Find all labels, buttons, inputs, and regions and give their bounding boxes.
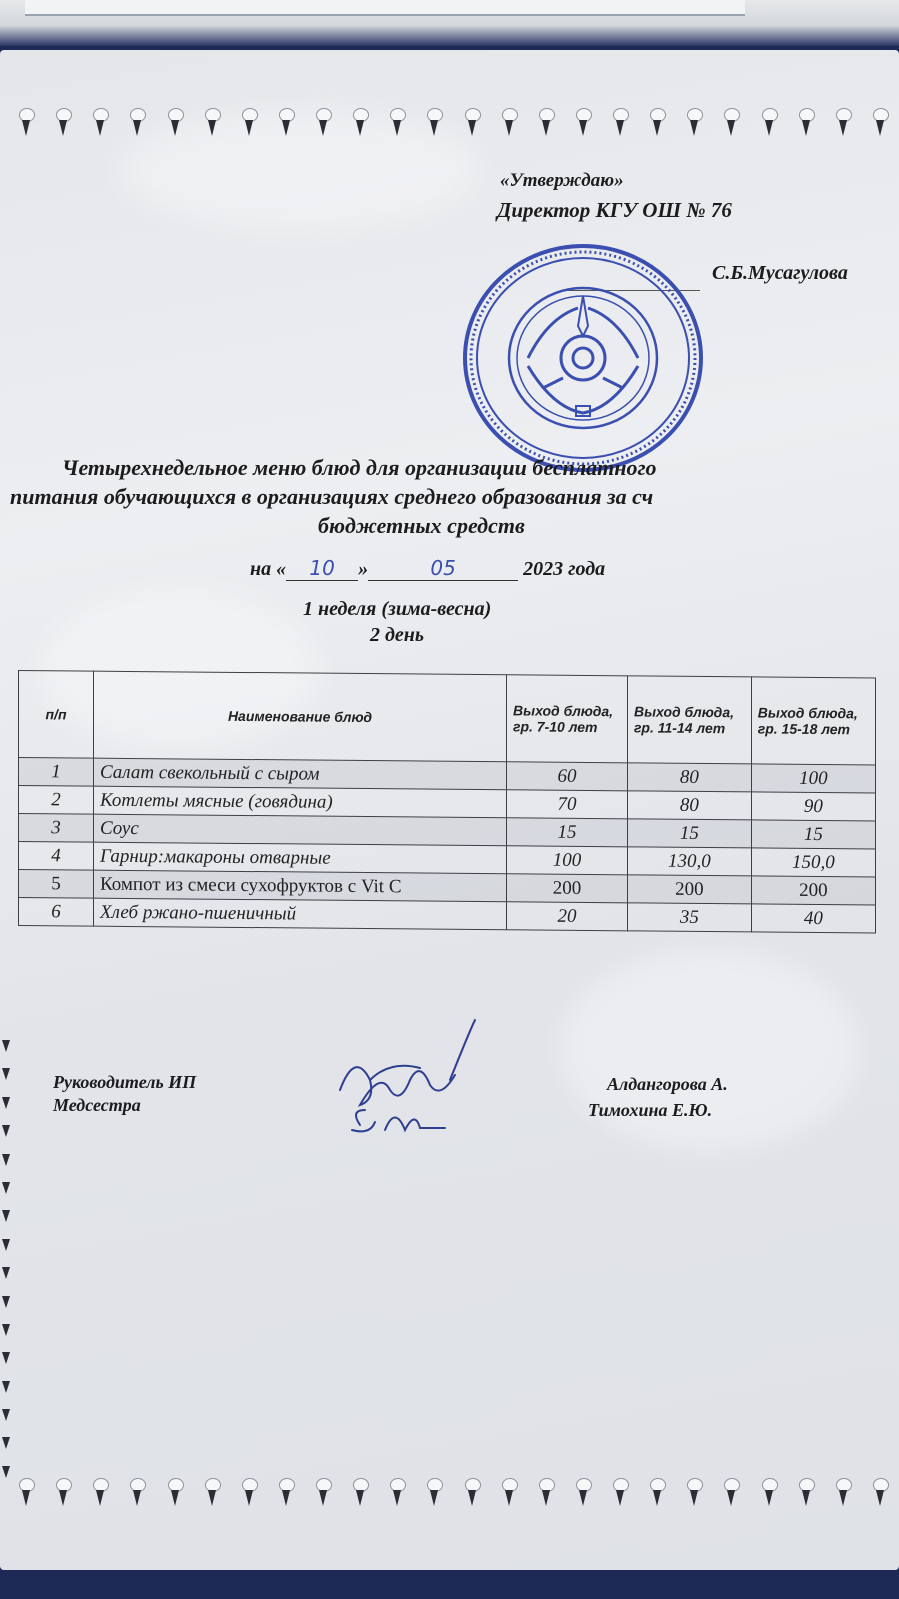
row-portion-7-10: 15 [507,818,628,847]
header-number: п/п [19,671,94,759]
row-dish-name: Компот из смеси сухофруктов с Vit C [94,870,507,902]
row-portion-7-10: 100 [507,846,628,875]
punch-holes-top [18,108,888,146]
row-portion-11-14: 130,0 [627,847,751,876]
footer-role-manager: Руководитель ИП [53,1072,197,1092]
header-portion-11-14: Выход блюда, гр. 11-14 лет [627,676,751,764]
date-mid: » [358,558,369,580]
row-dish-name: Салат свекольный с сыром [94,758,507,790]
footer-role-nurse: Медсестра [53,1095,141,1115]
row-portion-11-14: 80 [627,791,751,820]
row-number: 2 [19,786,94,815]
date-prefix: на « [250,558,287,580]
row-portion-15-18: 40 [751,904,875,933]
row-dish-name: Котлеты мясные (говядина) [94,786,507,818]
top-background [0,0,899,46]
row-number: 5 [19,870,94,899]
document-date [250,556,605,581]
row-portion-7-10: 200 [507,874,628,903]
row-dish-name: Соус [94,814,507,846]
document-title-line-3: бюджетных средств [318,513,525,538]
date-day-field: 10 [286,556,358,581]
header-dish-name: Наименование блюд [94,671,507,762]
table-header-row [19,671,876,765]
official-seal-stamp [458,238,708,478]
day-label: 2 день [370,624,425,646]
document-title-line-2: питания обучающихся в организациях среднего образования за сч [10,484,654,509]
date-month-field: 05 [368,556,518,581]
row-portion-7-10: 60 [507,762,628,791]
row-dish-name: Хлеб ржано-пшеничный [94,898,507,930]
footer-name-manager: Алдангорова А. [607,1074,728,1094]
row-portion-11-14: 35 [627,903,751,932]
row-dish-name: Гарнир:макароны отварные [94,842,507,874]
row-portion-15-18: 150,0 [751,848,875,877]
row-portion-15-18: 15 [751,820,875,849]
row-portion-15-18: 90 [751,792,875,821]
approval-position: Директор КГУ ОШ № 76 [497,198,732,222]
approval-heading: «Утверждаю» [500,170,624,191]
row-portion-7-10: 70 [507,790,628,819]
row-portion-7-10: 20 [507,902,628,931]
punch-holes-left [0,1040,14,1480]
header-portion-7-10: Выход блюда, гр. 7-10 лет [507,675,628,763]
row-portion-11-14: 15 [627,819,751,848]
row-portion-11-14: 80 [627,763,751,792]
row-portion-15-18: 200 [751,876,875,905]
row-number: 4 [19,842,94,871]
punch-holes-bottom [18,1478,888,1516]
handwritten-signature [330,1010,490,1160]
header-portion-15-18: Выход блюда, гр. 15-18 лет [751,677,875,765]
previous-page-edge [25,0,745,16]
row-number: 1 [19,758,94,787]
menu-table [18,670,876,933]
approval-name: С.Б.Мусагулова [712,262,848,284]
row-number: 3 [19,814,94,843]
date-suffix: 2023 года [518,558,606,580]
row-portion-15-18: 100 [751,764,875,793]
footer-name-nurse: Тимохина Е.Ю. [588,1100,713,1120]
row-number: 6 [19,898,94,927]
row-portion-11-14: 200 [627,875,751,904]
week-label: 1 неделя (зима-весна) [303,598,492,620]
document-title-line-1: Четырехнедельное меню блюд для организации бесплатного [62,455,657,480]
